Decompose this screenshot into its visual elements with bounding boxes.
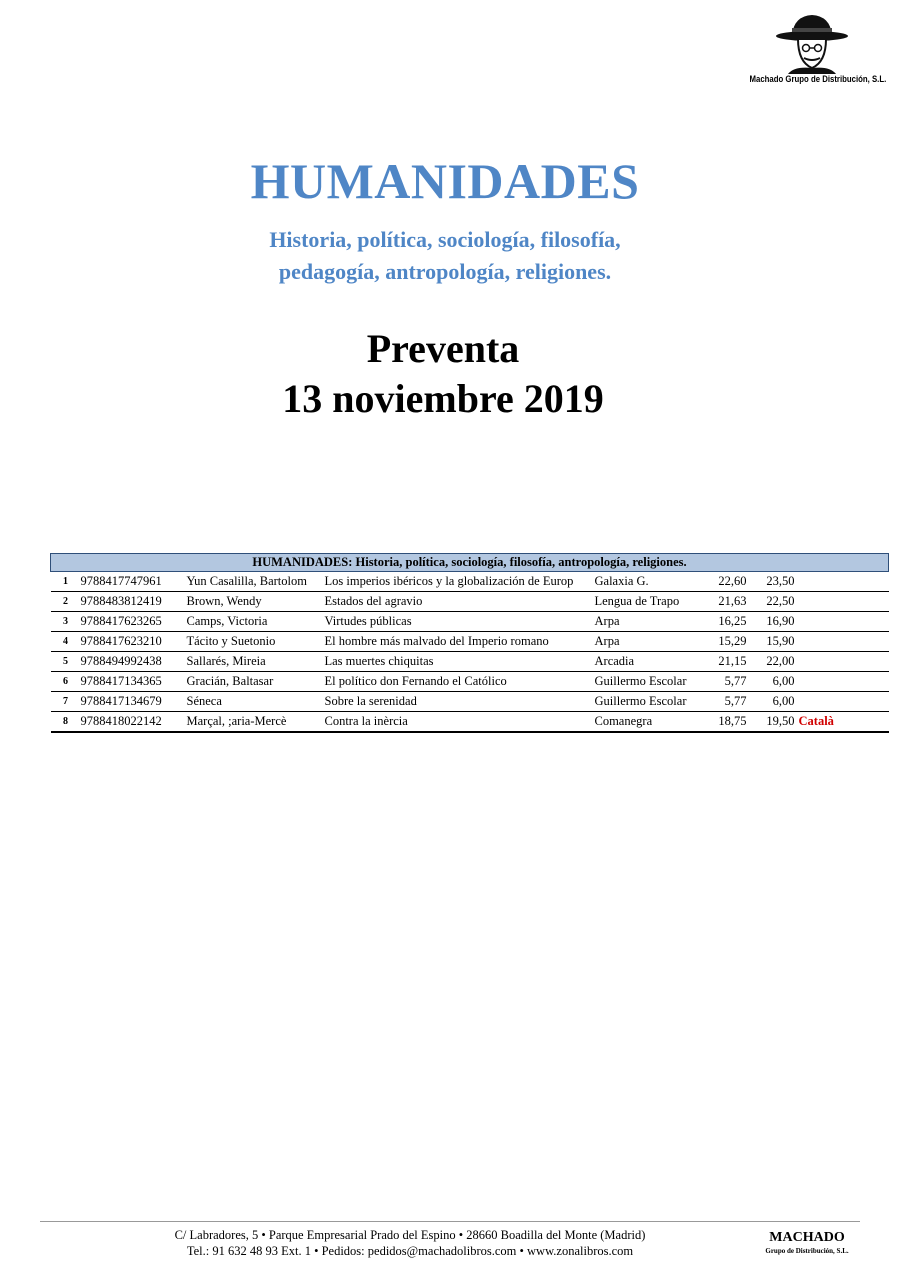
price-cell: 6,00 — [747, 692, 795, 712]
net-price-cell: 21,15 — [701, 652, 747, 672]
language-cell — [795, 592, 889, 612]
title-cell: Las muertes chiquitas — [321, 652, 591, 672]
publisher-cell: Arpa — [591, 612, 701, 632]
row-number: 7 — [51, 692, 77, 712]
hat-man-logo-icon — [774, 12, 850, 74]
price-cell: 22,00 — [747, 652, 795, 672]
isbn-cell: 9788417134365 — [77, 672, 183, 692]
presale-block — [0, 324, 886, 424]
title-cell: El hombre más malvado del Imperio romano — [321, 632, 591, 652]
page-title: HUMANIDADES — [250, 153, 640, 209]
price-cell: 22,50 — [747, 592, 795, 612]
footer-brand-subtitle: Grupo de Distribución, S.L. — [765, 1247, 849, 1255]
language-cell — [795, 612, 889, 632]
table-row — [51, 632, 889, 652]
author-cell: Gracián, Baltasar — [183, 672, 321, 692]
language-cell — [795, 632, 889, 652]
isbn-cell: 9788417623210 — [77, 632, 183, 652]
language-cell — [795, 652, 889, 672]
subtitle-line-1: Historia, política, sociología, filosofía, — [269, 227, 621, 252]
price-cell: 23,50 — [747, 572, 795, 592]
row-number: 2 — [51, 592, 77, 612]
publisher-cell: Comanegra — [591, 712, 701, 733]
publisher-cell: Arcadia — [591, 652, 701, 672]
publisher-cell: Galaxia G. — [591, 572, 701, 592]
row-number: 4 — [51, 632, 77, 652]
isbn-cell: 9788417747961 — [77, 572, 183, 592]
row-number: 8 — [51, 712, 77, 733]
author-cell: Brown, Wendy — [183, 592, 321, 612]
logo-caption: Machado Grupo de Distribución, S.L. — [749, 74, 887, 85]
subtitle-line-2: pedagogía, antropología, religiones. — [278, 259, 612, 284]
net-price-cell: 21,63 — [701, 592, 747, 612]
title-cell: Contra la inèrcia — [321, 712, 591, 733]
footer-address: C/ Labradores, 5 • Parque Empresarial Prado del Espino • 28660 Boadilla del Monte (Madrid) — [174, 1228, 646, 1242]
title-cell: El político don Fernando el Católico — [321, 672, 591, 692]
isbn-cell: 9788418022142 — [77, 712, 183, 733]
price-cell: 16,90 — [747, 612, 795, 632]
author-cell: Sallarés, Mireia — [183, 652, 321, 672]
row-number: 1 — [51, 572, 77, 592]
table-row — [51, 612, 889, 632]
isbn-cell: 9788417134679 — [77, 692, 183, 712]
table-row — [51, 692, 889, 712]
isbn-cell: 9788483812419 — [77, 592, 183, 612]
price-cell: 15,90 — [747, 632, 795, 652]
net-price-cell: 5,77 — [701, 672, 747, 692]
row-number: 6 — [51, 672, 77, 692]
net-price-cell: 22,60 — [701, 572, 747, 592]
table-row — [51, 672, 889, 692]
table-row — [51, 712, 889, 733]
table-row — [51, 652, 889, 672]
book-table — [50, 553, 889, 733]
language-cell — [795, 572, 889, 592]
row-number: 3 — [51, 612, 77, 632]
footer-address-block — [60, 1227, 760, 1259]
row-number: 5 — [51, 652, 77, 672]
language-cell — [795, 672, 889, 692]
net-price-cell: 15,29 — [701, 632, 747, 652]
net-price-cell: 16,25 — [701, 612, 747, 632]
net-price-cell: 5,77 — [701, 692, 747, 712]
title-cell: Virtudes públicas — [321, 612, 591, 632]
table-row — [51, 572, 889, 592]
author-cell: Séneca — [183, 692, 321, 712]
footer-brand: MACHADO — [769, 1230, 845, 1245]
footer-contact: Tel.: 91 632 48 93 Ext. 1 • Pedidos: pedidos@machadolibros.com • www.zonalibros.com — [186, 1244, 634, 1258]
language-cell — [795, 692, 889, 712]
author-cell: Yun Casalilla, Bartolom — [183, 572, 321, 592]
publisher-cell: Arpa — [591, 632, 701, 652]
presale-label: Preventa — [366, 326, 520, 371]
company-logo — [736, 12, 886, 92]
title-cell: Los imperios ibéricos y la globalización de Europ — [321, 572, 591, 592]
price-cell: 19,50 — [747, 712, 795, 733]
net-price-cell: 18,75 — [701, 712, 747, 733]
isbn-cell: 9788494992438 — [77, 652, 183, 672]
publisher-cell: Guillermo Escolar — [591, 692, 701, 712]
price-cell: 6,00 — [747, 672, 795, 692]
isbn-cell: 9788417623265 — [77, 612, 183, 632]
author-cell: Marçal, ;aria-Mercè — [183, 712, 321, 733]
publisher-cell: Lengua de Trapo — [591, 592, 701, 612]
table-row — [51, 592, 889, 612]
title-cell: Sobre la serenidad — [321, 692, 591, 712]
table-heading: HUMANIDADES: Historia, política, sociología, filosofía, antropología, religiones. — [51, 554, 889, 572]
publisher-cell: Guillermo Escolar — [591, 672, 701, 692]
table-heading-row — [51, 554, 889, 572]
author-cell: Camps, Victoria — [183, 612, 321, 632]
title-cell: Estados del agravio — [321, 592, 591, 612]
language-cell: Català — [795, 712, 889, 733]
presale-date: 13 noviembre 2019 — [282, 376, 604, 421]
author-cell: Tácito y Suetonio — [183, 632, 321, 652]
footer-divider — [40, 1221, 860, 1222]
